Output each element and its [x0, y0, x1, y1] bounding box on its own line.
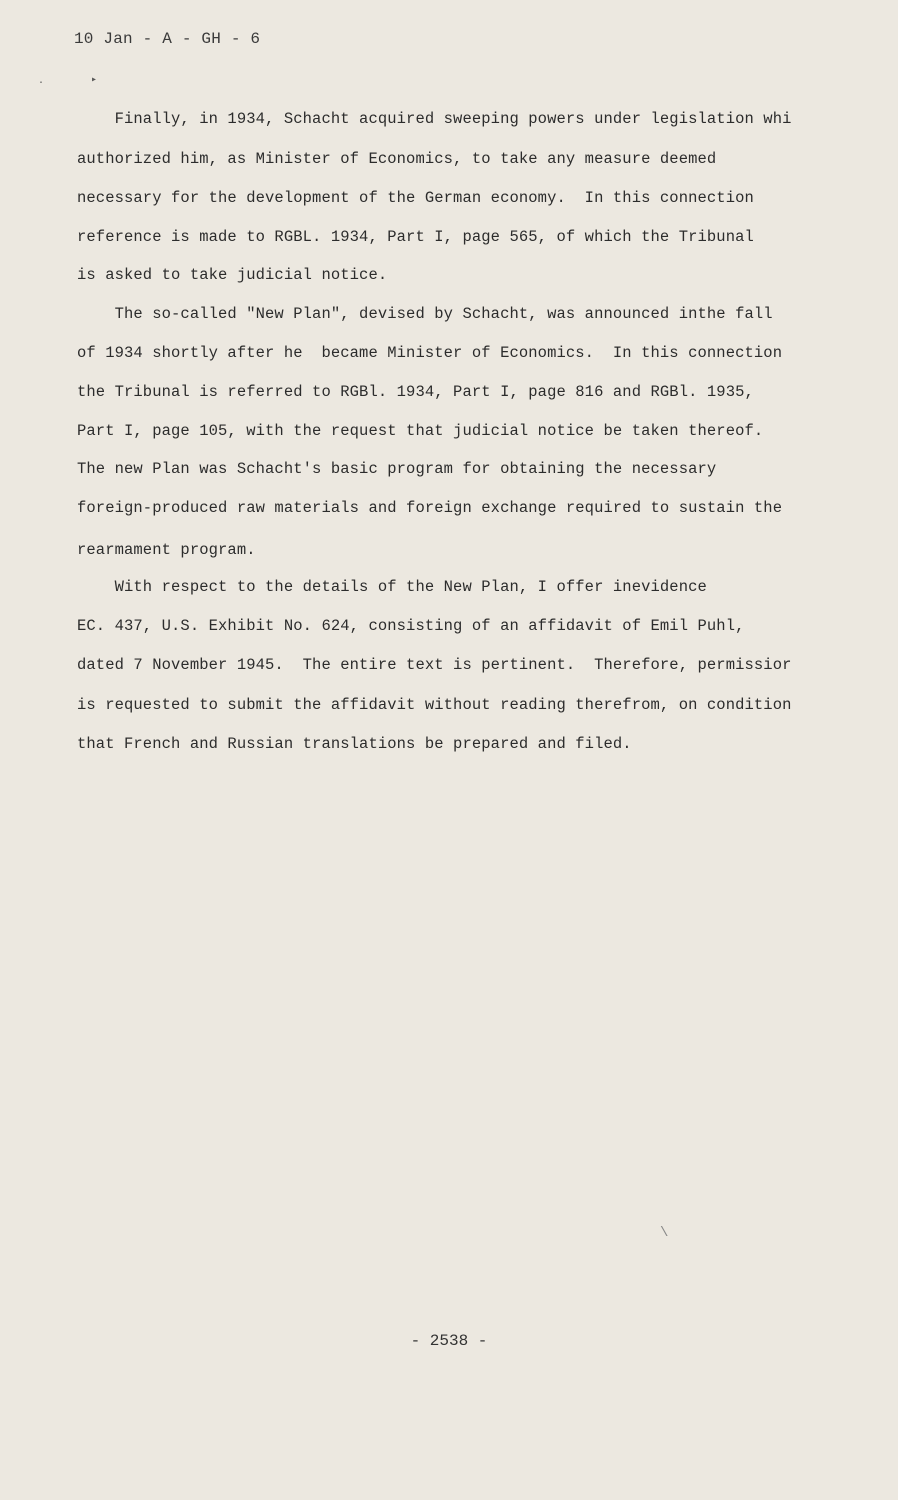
page-reference-header: 10 Jan - A - GH - 6 — [74, 30, 261, 48]
text-line: EC. 437, U.S. Exhibit No. 624, consisting of an affidavit of Emil Puhl, — [77, 617, 745, 635]
text-line: that French and Russian translations be prepared and filed. — [77, 735, 632, 753]
text-line: With respect to the details of the New Plan, I offer inevidence — [77, 578, 707, 596]
text-line: necessary for the development of the German economy. In this connection — [77, 189, 754, 207]
text-line: rearmament program. — [77, 541, 256, 559]
text-line: dated 7 November 1945. The entire text is pertinent. Therefore, permissior — [77, 656, 792, 674]
text-line: the Tribunal is referred to RGBl. 1934, Part I, page 816 and RGBl. 1935, — [77, 383, 754, 401]
text-line: of 1934 shortly after he became Minister of Economics. In this connection — [77, 344, 783, 362]
stray-mark: ▸ — [91, 75, 98, 86]
text-line: Part I, page 105, with the request that judicial notice be taken thereof. — [77, 422, 764, 440]
text-line: foreign-produced raw materials and foreign exchange required to sustain the — [77, 499, 783, 517]
text-line: The so-called "New Plan", devised by Schacht, was announced inthe fall — [77, 305, 773, 323]
stray-mark: · — [38, 78, 45, 89]
text-line: Finally, in 1934, Schacht acquired sweeping powers under legislation whi — [77, 110, 792, 128]
text-line: is requested to submit the affidavit without reading therefrom, on condition — [77, 696, 792, 714]
text-line: The new Plan was Schacht's basic program for obtaining the necessary — [77, 460, 717, 478]
stray-mark: \ — [660, 1225, 669, 1241]
text-line: reference is made to RGBL. 1934, Part I, page 565, of which the Tribunal — [77, 228, 754, 246]
page-number: - 2538 - — [410, 1332, 488, 1350]
text-line: is asked to take judicial notice. — [77, 266, 388, 284]
text-line: authorized him, as Minister of Economics, to take any measure deemed — [77, 150, 717, 168]
